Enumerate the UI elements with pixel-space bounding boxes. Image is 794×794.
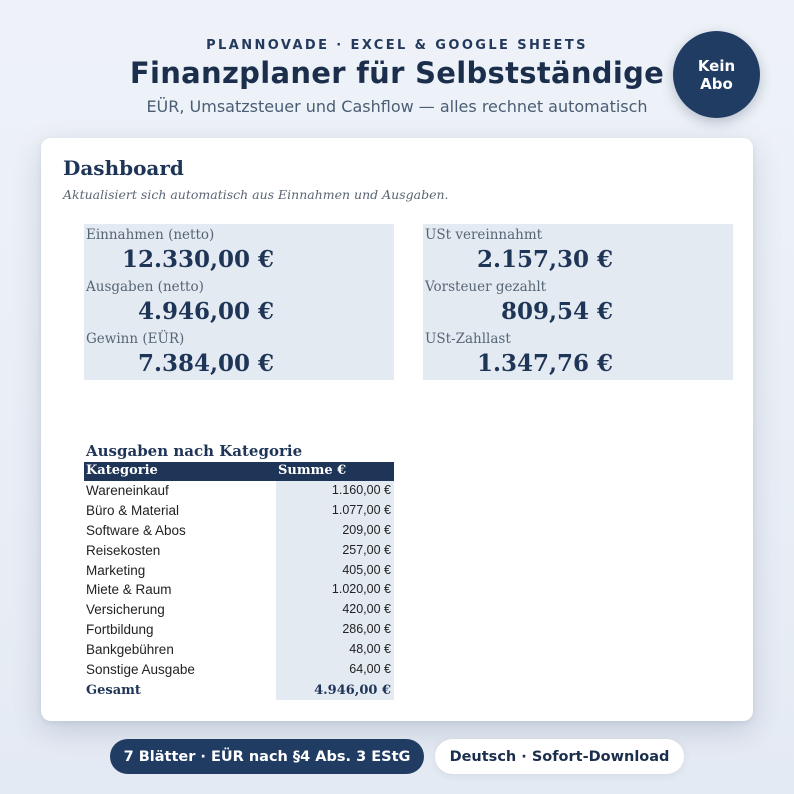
category-table-title: Ausgaben nach Kategorie xyxy=(86,442,303,460)
table-row xyxy=(84,561,394,581)
category-sum: 1.077,00 € xyxy=(276,501,394,521)
category-name: Versicherung xyxy=(86,602,165,618)
total-label: Gesamt xyxy=(86,682,141,698)
category-name: Büro & Material xyxy=(86,502,180,518)
table-row xyxy=(84,620,394,640)
page-title: Finanzplaner für Selbstständige xyxy=(129,56,665,90)
category-table xyxy=(84,462,394,700)
kpi-expenses xyxy=(84,276,394,328)
kpi-value: 7.384,00 € xyxy=(137,350,274,377)
kpi-label: Vorsteuer gezahlt xyxy=(425,279,547,295)
column-header-category: Kategorie xyxy=(86,463,158,478)
no-subscription-badge xyxy=(673,31,760,118)
feature-pill-language: Deutsch · Sofort-Download xyxy=(435,739,684,774)
kpi-vat-payable xyxy=(423,328,733,380)
category-name: Wareneinkauf xyxy=(86,483,169,498)
kpi-panel-vat xyxy=(423,224,733,380)
dashboard-subtitle: Aktualisiert sich automatisch aus Einnahmen und Ausgaben. xyxy=(63,187,449,202)
category-sum: 257,00 € xyxy=(276,541,394,561)
table-row xyxy=(84,481,394,501)
table-row xyxy=(84,501,394,521)
feature-pill-sheets: 7 Blätter · EÜR nach §4 Abs. 3 EStG xyxy=(110,739,424,774)
category-sum: 1.020,00 € xyxy=(276,580,394,600)
category-sum: 420,00 € xyxy=(276,600,394,620)
column-header-sum: Summe € xyxy=(278,463,347,478)
badge-line-2: Abo xyxy=(700,74,733,93)
dashboard-card xyxy=(41,138,753,721)
total-value: 4.946,00 € xyxy=(276,680,394,700)
table-row xyxy=(84,541,394,561)
kpi-value: 1.347,76 € xyxy=(476,350,613,377)
kpi-value: 4.946,00 € xyxy=(137,298,274,325)
category-sum: 48,00 € xyxy=(276,640,394,660)
table-row xyxy=(84,600,394,620)
kpi-profit xyxy=(84,328,394,380)
table-total-row xyxy=(84,680,394,700)
category-name: Fortbildung xyxy=(86,622,154,638)
kpi-value: 12.330,00 € xyxy=(121,246,274,273)
category-name: Sonstige Ausgabe xyxy=(86,662,195,678)
kpi-value: 2.157,30 € xyxy=(476,246,613,273)
table-row xyxy=(84,521,394,541)
page-subtitle: EÜR, Umsatzsteuer und Cashflow — alles rechnet automatisch xyxy=(146,97,648,116)
dashboard-title: Dashboard xyxy=(63,156,184,180)
kpi-label: USt vereinnahmt xyxy=(425,227,543,243)
kpi-label: Ausgaben (netto) xyxy=(86,279,204,295)
brand-line: PLANNOVADE · EXCEL & GOOGLE SHEETS xyxy=(206,38,588,53)
category-name: Reisekosten xyxy=(86,542,161,558)
badge-line-1: Kein xyxy=(697,56,736,75)
table-row xyxy=(84,580,394,600)
kpi-panel-profit xyxy=(84,224,394,380)
category-sum: 405,00 € xyxy=(276,561,394,581)
kpi-value: 809,54 € xyxy=(500,298,613,325)
category-sum: 1.160,00 € xyxy=(276,481,394,501)
table-row xyxy=(84,640,394,660)
category-sum: 209,00 € xyxy=(276,521,394,541)
category-name: Bankgebühren xyxy=(86,642,174,658)
kpi-vat-collected xyxy=(423,224,733,276)
kpi-label: USt-Zahllast xyxy=(425,331,511,347)
kpi-label: Gewinn (EÜR) xyxy=(86,331,185,347)
category-name: Miete & Raum xyxy=(86,582,172,598)
kpi-income xyxy=(84,224,394,276)
table-row xyxy=(84,660,394,680)
category-sum: 64,00 € xyxy=(276,660,394,680)
category-name: Marketing xyxy=(86,562,146,578)
kpi-label: Einnahmen (netto) xyxy=(86,227,215,243)
category-name: Software & Abos xyxy=(86,522,186,538)
category-sum: 286,00 € xyxy=(276,620,394,640)
table-header xyxy=(84,462,394,481)
kpi-input-tax xyxy=(423,276,733,328)
